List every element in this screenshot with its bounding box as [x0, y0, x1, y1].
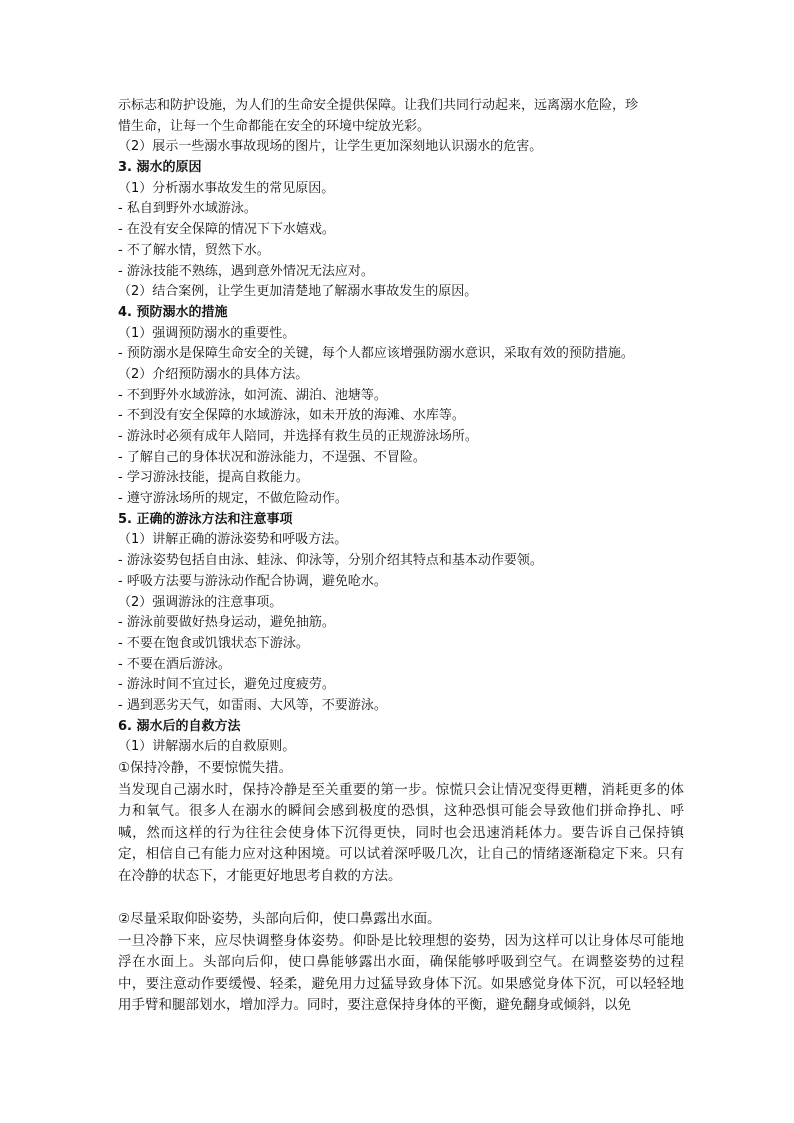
section-5-sub-2: （2）强调游泳的注意事项。 [118, 594, 283, 610]
list-item: - 呼吸方法要与游泳动作配合协调，避免呛水。 [118, 573, 387, 589]
list-item: - 了解自己的身体状况和游泳能力，不逞强、不冒险。 [118, 449, 426, 465]
section-4-heading: 4. 预防溺水的措施 [118, 304, 228, 320]
list-item: - 不要在饱食或饥饿状态下游泳。 [118, 635, 309, 651]
document-page [118, 96, 684, 1017]
point-2-body: 一旦冷静下来，应尽快调整身体姿势。仰卧是比较理想的姿势，因为这样可以让身体尽可能地浮在水面上。头部向后仰，使口鼻能够露出水面，确保能够呼吸到空气。在调整姿势的过程中，要注意动作要缓慢、轻柔，避免用力过猛导致身体下沉。如果感觉身体下沉，可以轻轻地用手臂和腿部划水，增加浮力。同时，要注意保持身体的平衡，避免翻身或倾斜，以免 [118, 932, 684, 1013]
section-3-sub-1: （1）分析溺水事故发生的常见原因。 [118, 180, 335, 196]
list-item: - 不到野外水域游泳，如河流、湖泊、池塘等。 [118, 387, 387, 403]
list-item: - 游泳技能不熟练，遇到意外情况无法应对。 [118, 263, 374, 279]
section-5-sub-1: （1）讲解正确的游泳姿势和呼吸方法。 [118, 532, 348, 548]
list-item: - 游泳时必须有成年人陪同，并选择有救生员的正规游泳场所。 [118, 429, 478, 444]
list-item: - 遵守游泳场所的规定，不做危险动作。 [118, 491, 348, 507]
list-item: - 不到没有安全保障的水域游泳，如未开放的海滩、水库等。 [118, 408, 465, 424]
intro-line-1: 示标志和防护设施，为人们的生命安全提供保障。让我们共同行动起来，远离溺水危险，珍 [118, 98, 639, 113]
list-item: - 游泳前要做好热身运动，避免抽筋。 [118, 615, 335, 631]
section-3-heading: 3. 溺水的原因 [118, 160, 202, 176]
section-6-sub-1: （1）讲解溺水后的自救原则。 [118, 739, 296, 755]
list-item: - 遇到恶劣天气，如雷雨、大风等，不要游泳。 [118, 697, 387, 713]
list-item: - 在没有安全保障的情况下下水嬉戏。 [118, 222, 335, 238]
list-item: - 游泳姿势包括自由泳、蛙泳、仰泳等，分别介绍其特点和基本动作要领。 [118, 553, 543, 569]
point-2-title: ②尽量采取仰卧姿势，头部向后仰，使口鼻露出水面。 [118, 911, 441, 927]
list-item: - 不了解水情，贸然下水。 [118, 242, 270, 258]
list-item: - 预防溺水是保障生命安全的关键，每个人都应该增强防溺水意识，采取有效的预防措施。 [118, 346, 634, 362]
intro-item-2: （2）展示一些溺水事故现场的图片，让学生更加深刻地认识溺水的危害。 [118, 139, 543, 155]
section-5-heading: 5. 正确的游泳方法和注意事项 [118, 511, 293, 527]
section-6-heading: 6. 溺水后的自救方法 [118, 718, 241, 734]
paragraph-gap [118, 887, 684, 909]
section-4-sub-2: （2）介绍预防溺水的具体方法。 [118, 366, 309, 382]
list-item: - 私自到野外水域游泳。 [118, 201, 257, 217]
list-item: - 不要在酒后游泳。 [118, 656, 231, 672]
section-3-sub-2: （2）结合案例，让学生更加清楚地了解溺水事故发生的原因。 [118, 284, 478, 300]
intro-line-2: 惜生命，让每一个生命都能在安全的环境中绽放光彩。 [118, 118, 431, 134]
point-1-title: ①保持冷静，不要惊慌失措。 [118, 760, 293, 776]
list-item: - 学习游泳技能，提高自救能力。 [118, 470, 309, 486]
list-item: - 游泳时间不宜过长，避免过度疲劳。 [118, 677, 335, 693]
point-1-body: 当发现自己溺水时，保持冷静是至关重要的第一步。惊慌只会让情况变得更糟，消耗更多的体力和氧气。很多人在溺水的瞬间会感到极度的恐惧，这种恐惧可能会导致他们拼命挣扎、呼喊，然而这样的行为往往会使身体下沉得更快，同时也会迅速消耗体力。要告诉自己保持镇定，相信自己有能力应对这种困境。可以试着深呼吸几次，让自己的情绪逐渐稳定下来。只有在冷静的状态下，才能更好地思考自救的方法。 [118, 781, 684, 884]
section-4-sub-1: （1）强调预防溺水的重要性。 [118, 325, 296, 341]
